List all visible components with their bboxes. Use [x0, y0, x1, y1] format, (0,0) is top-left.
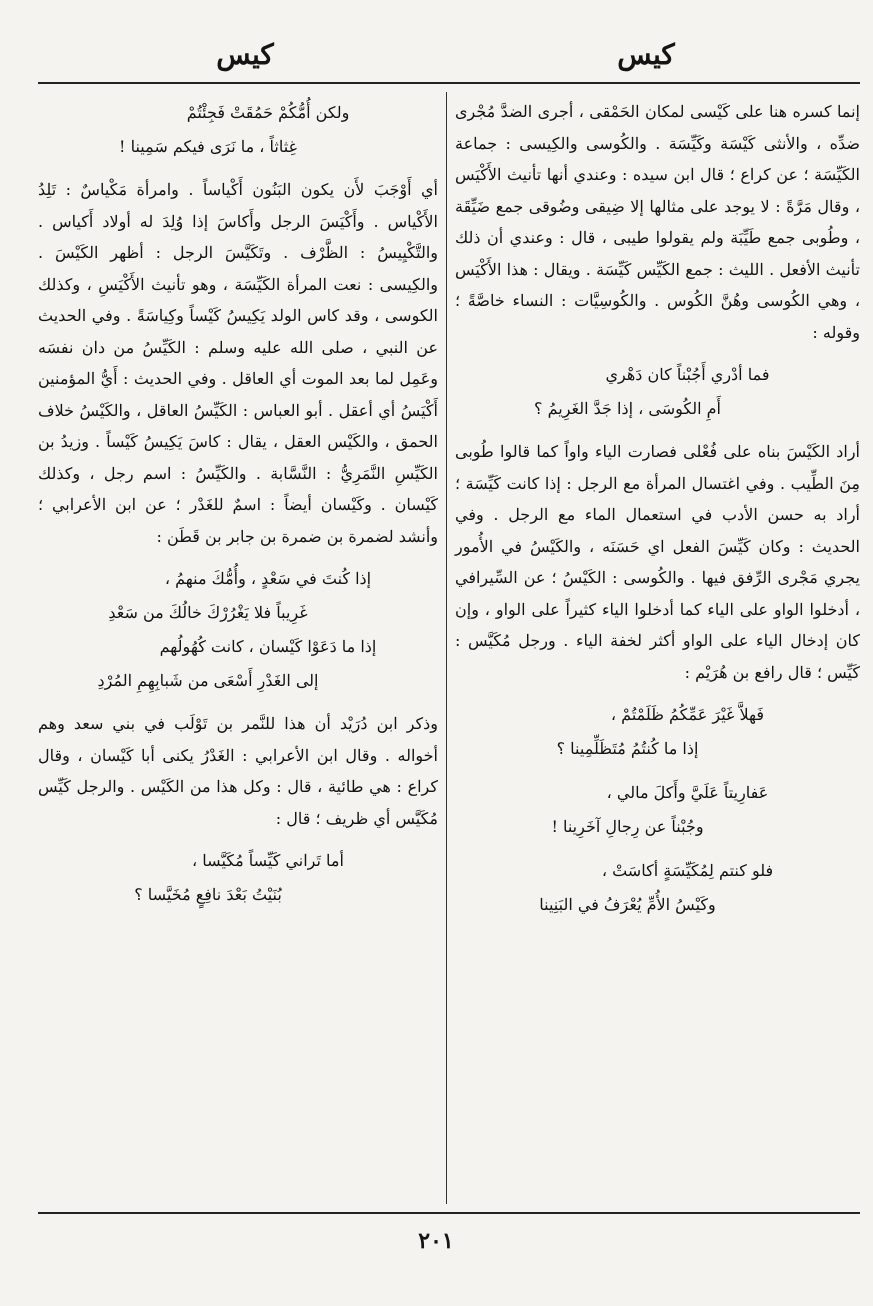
left-paragraph-2: وذكر ابن دُرَيْد أن هذا للنَّمر بن تَوْلَب في بني سعد وهم أخواله . وقال ابن الأعرابي : الغَدْرُ يكنى أبا كَيْسان ، وقال كراع : هي طائية ، قال : وكل هذا من الكَيْس . والرجل كَيِّس مُكَيَّس أي ظريف ؛ قال :: [38, 714, 439, 828]
left-column: [38, 96, 438, 912]
right-verse-1-line-2: أَمِ الكُوسَى ، إذا جَدَّ الغَرِيمُ ؟: [534, 399, 721, 418]
right-column: [455, 96, 860, 922]
right-verse-1-line-1: فما أدْري أَجُبْناً كان دَهْري: [605, 365, 770, 384]
left-verse-2-line-1: أما تَراني كَيِّساً مُكَيَّسا ،: [192, 851, 344, 870]
top-rule: [38, 82, 860, 84]
left-verse-0-line-2: غِثاثاً ، ما نَرَى فيكم سَمِينا !: [119, 137, 297, 156]
right-verse-2-line-3: عَفارِيتاً عَلَيَّ وأَكلَ مالي ،: [606, 783, 769, 802]
left-paragraph-1: أي أَوْجَبَ لأَن يكون البَنُون أَكْياساً . وامرأة مَكْياسٌ : تَلِدُ الأَكْياس . وأَكْيَسَ الرجل وأَكاسَ إذا وُلِدَ له أولاد أَكياس . والتَّكْيِيسُ : الظَّرْف . وتَكَيَّسَ الرجل : أظهر الكَيْسَ . والكِيسى : نعت المرأة الكَيِّسَة ، وهو تأنيث الأَكْيَسِ ، وكذلك الكوسى ، وقد كاس الولد يَكِيسُ كَيْساً وكِياسَةً . وفي الحديث عن النبي ، صلى الله عليه وسلم : الكَيِّسُ من دان نفسَه وعَمِل لما بعد الموت أي العاقل . وفي الحديث : أَيُّ المؤمنين أَكْيَسُ أي أعقل . أبو العباس : الكَيِّسُ العاقل ، والكَيْسُ خلاف الحمق ، والكَيْس العقل ، يقال : كاسَ يَكِيسُ كَيْساً . وزيدُ بن الكَيِّسِ النَّمَرِيُّ : النَّسَّابة . والكَيِّسُ : اسم رجل ، وكذلك كَيْسان . وكَيْسان أيضاً : اسمٌ للغَدْر ؛ عن ابن الأعرابي ؛ وأنشد لضمرة بن ضمرة بن جابر بن قَطَن :: [38, 180, 438, 546]
right-header-title: كيس: [617, 38, 675, 71]
right-verse-2-line-5: فلو كنتم لِمُكَيِّسَةٍ أكاسَتْ ،: [601, 861, 774, 880]
right-paragraph-2: أراد الكَيْسَ بناه على فُعْلى فصارت الياء واواً كما قالوا طُوبى مِنَ الطِّيب . وفي اغتسال المرأة مع الرجل : إذا كانت كَيِّسَة ؛ أراد به حسن الأدب في استعمال الماء مع الرجل . وفي الحديث : وكان كَيِّسَ الفعل اي حَسَنَه ، والكَيْسُ في الأُمور يجري مَجْرى الرِّفق فيها . والكُوسى : الكَيْسُ ؛ عن السِّيرافي ، أدخلوا الواو على الياء كما أدخلوا الياء كثيراً على الواو ، وإن كان إدخال الياء على الواو أكثر لخفة الياء . ورجل مُكَيَّس : كَيِّس ؛ قال رافع بن هُرَيْم :: [455, 442, 860, 682]
left-verse-1-line-2: غَرِيباً فلا يَغْرُرْكَ خالُكَ من سَعْدِ: [108, 603, 308, 622]
right-verse-2-line-4: وجُبْناً عن رِجالِ آخَرِينا !: [551, 817, 704, 836]
left-verse-0-line-1: ولكن أُمُّكُمْ حَمُقَتْ فَجِئْتُمْ: [186, 103, 350, 122]
column-divider: [446, 92, 447, 1204]
left-verse-1-line-3: إذا ما دَعَوْا كَيْسان ، كانت كُهُولُهم: [159, 637, 377, 656]
left-verse-1-line-1: إذا كُنتَ في سَعْدٍ ، وأُمُّكَ منهمُ ،: [164, 569, 372, 588]
left-verse-1-line-4: إلى الغَدْرِ أَسْعَى من شَبابِهِمِ المُرْدِ: [97, 671, 319, 690]
right-verse-2-line-1: فَهلاَّ غَيْرَ عَمِّكُمُ ظَلَمْتُمْ ،: [610, 705, 765, 724]
left-header-title: كيس: [216, 38, 274, 71]
right-verse-2-line-2: إذا ما كُنتُمُ مُتَظَلِّمِينا ؟: [556, 739, 699, 758]
page-number: ٢٠١: [418, 1228, 454, 1254]
right-paragraph-1: إنما كسره هنا على كَيْسى لمكان الحَمْقى ، أجرى الضدَّ مُجْرى ضدِّه ، والأنثى كَيْسَة وكَيِّسَة . والكُوسى والكِيسى : جماعة الكَيِّسَة ؛ عن كراع ؛ قال ابن سيده : وعندي أنها تأنيث الأَكْيَس ، وقال مَرَّةً : لا يوجد على مثالها إلا ضِيقى وضُوقى جمع ضَيِّقَة ، وطُوبى جمع طَيِّبَة ولم يقولوا طيبى ، قال : وعندي أن ذلك تأنيث الأفعل . الليث : جمع الكَيِّس كَيِّسَة . ويقال : هذا الأَكْيَس ، وهي الكُوسى وهُنَّ الكُوس . والكُوسِيَّات : النساء خاصَّةً ؛ وقوله :: [455, 102, 860, 342]
left-verse-2-line-2: بُنَيْتُ بَعْدَ نافِعٍ مُخَيَّسا ؟: [134, 885, 282, 904]
right-verse-2-line-6: وكَيْسُ الأُمِّ يُعْرَفُ في البَنِينا: [539, 895, 716, 914]
bottom-rule: [38, 1212, 860, 1214]
